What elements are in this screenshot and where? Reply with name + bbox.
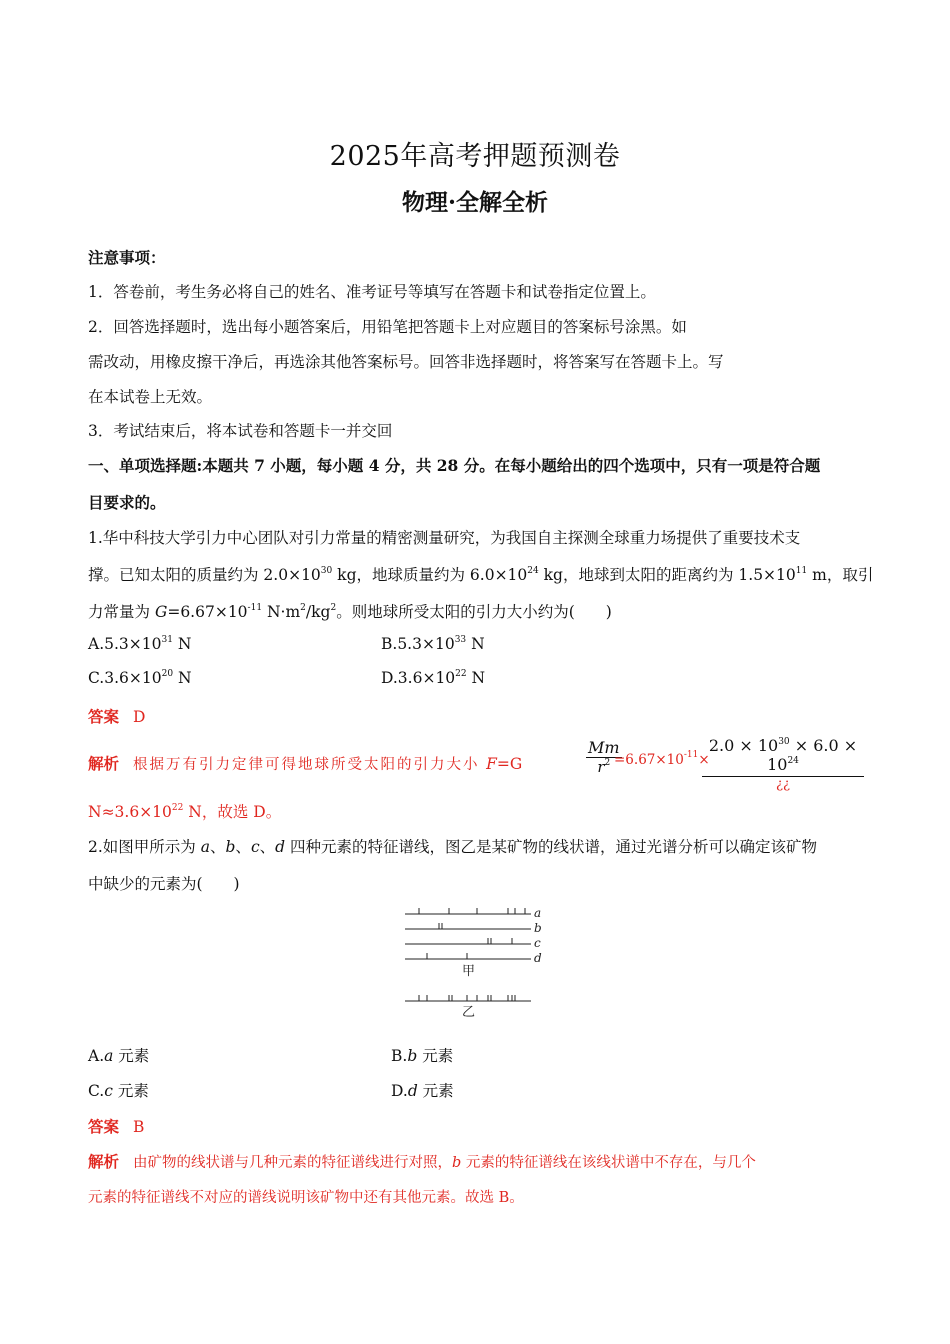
- q1-big-num-b: × 6.0 × 10: [767, 736, 858, 774]
- q1-result-tail: N，故选 D。: [183, 803, 282, 821]
- spectrum-figure: [400, 900, 560, 1022]
- q1-formula-eqG: =G: [496, 755, 523, 773]
- q1-big-num-exp1: 30: [778, 737, 790, 747]
- q1-big-num-a: 2.0 × 10: [708, 736, 779, 755]
- q1-variable-G: G: [154, 603, 168, 621]
- q1-text: kg，地球质量约为 6.0×10: [332, 566, 528, 584]
- q1-text: N·m: [262, 603, 301, 621]
- notice-item-1: 1．答卷前，考生务必将自己的姓名、准考证号等填写在答题卡和试卷指定位置上。: [88, 283, 656, 301]
- q2-option-d-text: 元素: [417, 1082, 454, 1100]
- q1-answer: [88, 705, 145, 727]
- q1-option-b-exponent: 33: [454, 635, 467, 645]
- q1-exponent: 24: [527, 566, 539, 576]
- q2-option-d: [391, 1079, 454, 1101]
- q1-big-numerator: [702, 736, 864, 777]
- spectrum-label-d: d: [534, 951, 542, 965]
- q1-option-a-exponent: 31: [161, 635, 173, 645]
- q1-formula-middle: [614, 752, 710, 768]
- q2-option-a-letter: A.: [88, 1047, 105, 1065]
- q2-var-d: d: [275, 838, 286, 856]
- q1-result-exponent: 22: [171, 803, 184, 813]
- q1-answer-value: D: [133, 708, 146, 726]
- q2-stem-line-2: 中缺少的元素为( ): [88, 875, 240, 893]
- q1-text: 撑。已知太阳的质量约为 2.0×10: [88, 566, 321, 584]
- q1-text: m，取引: [807, 566, 874, 584]
- q1-option-b-unit: N: [466, 635, 485, 653]
- q1-option-a-text: A.5.3×10: [88, 635, 162, 653]
- q1-formula-r-exp: 2: [604, 758, 611, 768]
- q1-text: /kg: [305, 603, 331, 621]
- q2-text: 四种元素的特征谱线，图乙是某矿物的线状谱，通过光谱分析可以确定该矿物: [285, 838, 818, 856]
- q2-option-a-text: 元素: [113, 1047, 150, 1065]
- q1-stem-line-1: 1.华中科技大学引力中心团队对引力常量的精密测量研究，为我国自主探测全球重力场提供了重要技术支: [88, 529, 801, 547]
- q2-option-d-var: d: [407, 1082, 418, 1100]
- section-heading-line-2: 目要求的。: [88, 493, 166, 512]
- q1-stem-line-3: [88, 600, 612, 622]
- q1-option-d-exponent: 22: [455, 669, 467, 679]
- section-heading-line-1: 一、单项选择题:本题共 7 小题，每小题 4 分，共 28 分。在每小题给出的四个选项中，只有一项是符合题: [88, 456, 821, 475]
- q1-formula-mid-exp: -11: [683, 750, 699, 760]
- q2-analysis-line-1: [88, 1150, 756, 1172]
- q1-option-c-text: C.3.6×10: [88, 669, 162, 687]
- q1-stem-line-2: [88, 563, 873, 585]
- q2-sep: 、: [235, 838, 251, 856]
- spectrum-label-a: a: [534, 906, 542, 920]
- q1-formula-big-fraction: [702, 736, 864, 792]
- q1-analysis-result: [88, 800, 281, 822]
- q1-formula-F: F: [486, 755, 497, 773]
- q1-option-c: [88, 669, 192, 687]
- figure-caption-yi: 乙: [462, 1005, 476, 1020]
- page-title: 2025年高考押题预测卷: [329, 141, 621, 172]
- q2-text: 2.如图甲所示为: [88, 838, 201, 856]
- q2-option-c-letter: C.: [88, 1082, 105, 1100]
- q1-option-b: [381, 635, 485, 653]
- q1-text: 力常量为: [88, 603, 155, 621]
- q1-option-a-unit: N: [172, 635, 192, 653]
- q1-result-text: N≈3.6×10: [88, 803, 172, 821]
- q2-option-b-letter: B.: [391, 1047, 408, 1065]
- notice-item-2-line-2: 需改动，用橡皮擦干净后，再选涂其他答案标号。回答非选择题时，将答案写在答题卡上。写: [88, 353, 724, 371]
- q1-option-d-unit: N: [466, 669, 486, 687]
- q1-option-a: [88, 635, 191, 653]
- notice-item-2-line-3: 在本试卷上无效。: [88, 388, 213, 406]
- q2-option-c: [88, 1079, 149, 1101]
- q2-sep: 、: [209, 838, 226, 856]
- q1-option-d-text: D.3.6×10: [381, 669, 456, 687]
- q1-analysis-line-1: [88, 752, 522, 774]
- q1-exponent: 2: [300, 603, 306, 613]
- q2-analysis-text: 元素的特征谱线在该线状谱中不存在，与几个: [461, 1155, 756, 1171]
- notice-heading: 注意事项：: [88, 248, 166, 267]
- q2-option-d-letter: D.: [391, 1082, 408, 1100]
- q1-formula-numerator: Mm: [588, 738, 620, 757]
- q1-formula-times: ×: [698, 752, 710, 768]
- q2-var-b: b: [225, 838, 236, 856]
- q1-option-c-exponent: 20: [161, 669, 174, 679]
- q1-answer-label: 答案: [88, 707, 120, 726]
- q2-stem-line-1: [88, 835, 817, 857]
- notice-item-2-line-1: 2．回答选择题时，选出每小题答案后，用铅笔把答题卡上对应题目的答案标号涂黑。如: [88, 318, 687, 336]
- q2-option-b-text: 元素: [417, 1047, 454, 1065]
- q1-exponent: -11: [247, 603, 263, 613]
- q1-formula-r: r: [597, 758, 605, 776]
- q1-option-c-unit: N: [173, 669, 192, 687]
- page-subtitle: 物理·全解全析: [401, 189, 548, 216]
- q2-option-b-var: b: [407, 1047, 418, 1065]
- q2-analysis-var-b: b: [452, 1155, 462, 1171]
- q2-answer-value: B: [133, 1118, 145, 1136]
- q2-answer-label: 答案: [88, 1117, 120, 1136]
- q2-option-c-var: c: [104, 1082, 113, 1100]
- q1-text: 。则地球所受太阳的引力大小约为( ): [336, 603, 612, 621]
- q1-analysis-label: 解析: [88, 754, 120, 773]
- q1-option-d: [381, 669, 485, 687]
- q1-option-b-text: B.5.3×10: [381, 635, 455, 653]
- q2-sep: 、: [259, 838, 276, 856]
- q2-analysis-label: 解析: [88, 1152, 120, 1171]
- q1-text: kg，地球到太阳的距离约为 1.5×10: [538, 566, 796, 584]
- figure-caption-jia: 甲: [462, 964, 476, 979]
- q2-var-c: c: [250, 838, 260, 856]
- spectrum-label-b: b: [534, 921, 542, 935]
- q1-exponent: 2: [330, 603, 337, 613]
- notice-item-3: 3．考试结束后，将本试卷和答题卡一并交回: [88, 422, 393, 440]
- q2-analysis-text: 由矿物的线状谱与几种元素的特征谱线进行对照，: [133, 1155, 453, 1171]
- q2-option-a: [88, 1044, 149, 1066]
- q1-formula-mid-text: =6.67×10: [614, 752, 684, 768]
- q2-option-a-var: a: [104, 1047, 114, 1065]
- q2-answer: [88, 1115, 144, 1137]
- q1-big-denominator: ¿¿: [776, 777, 790, 792]
- q1-text: =6.67×10: [167, 603, 248, 621]
- q1-exponent: 30: [320, 566, 333, 576]
- q1-big-num-exp2: 24: [787, 756, 799, 766]
- q2-analysis-line-2: 元素的特征谱线不对应的谱线说明该矿物中还有其他元素。故选 B。: [88, 1190, 524, 1206]
- spectrum-label-c: c: [534, 936, 541, 950]
- q2-option-c-text: 元素: [112, 1082, 149, 1100]
- q1-analysis-text: 根据万有引力定律可得地球所受太阳的引力大小: [133, 757, 487, 773]
- q2-option-b: [391, 1044, 453, 1066]
- q1-exponent: 11: [795, 566, 808, 576]
- q2-var-a: a: [200, 838, 210, 856]
